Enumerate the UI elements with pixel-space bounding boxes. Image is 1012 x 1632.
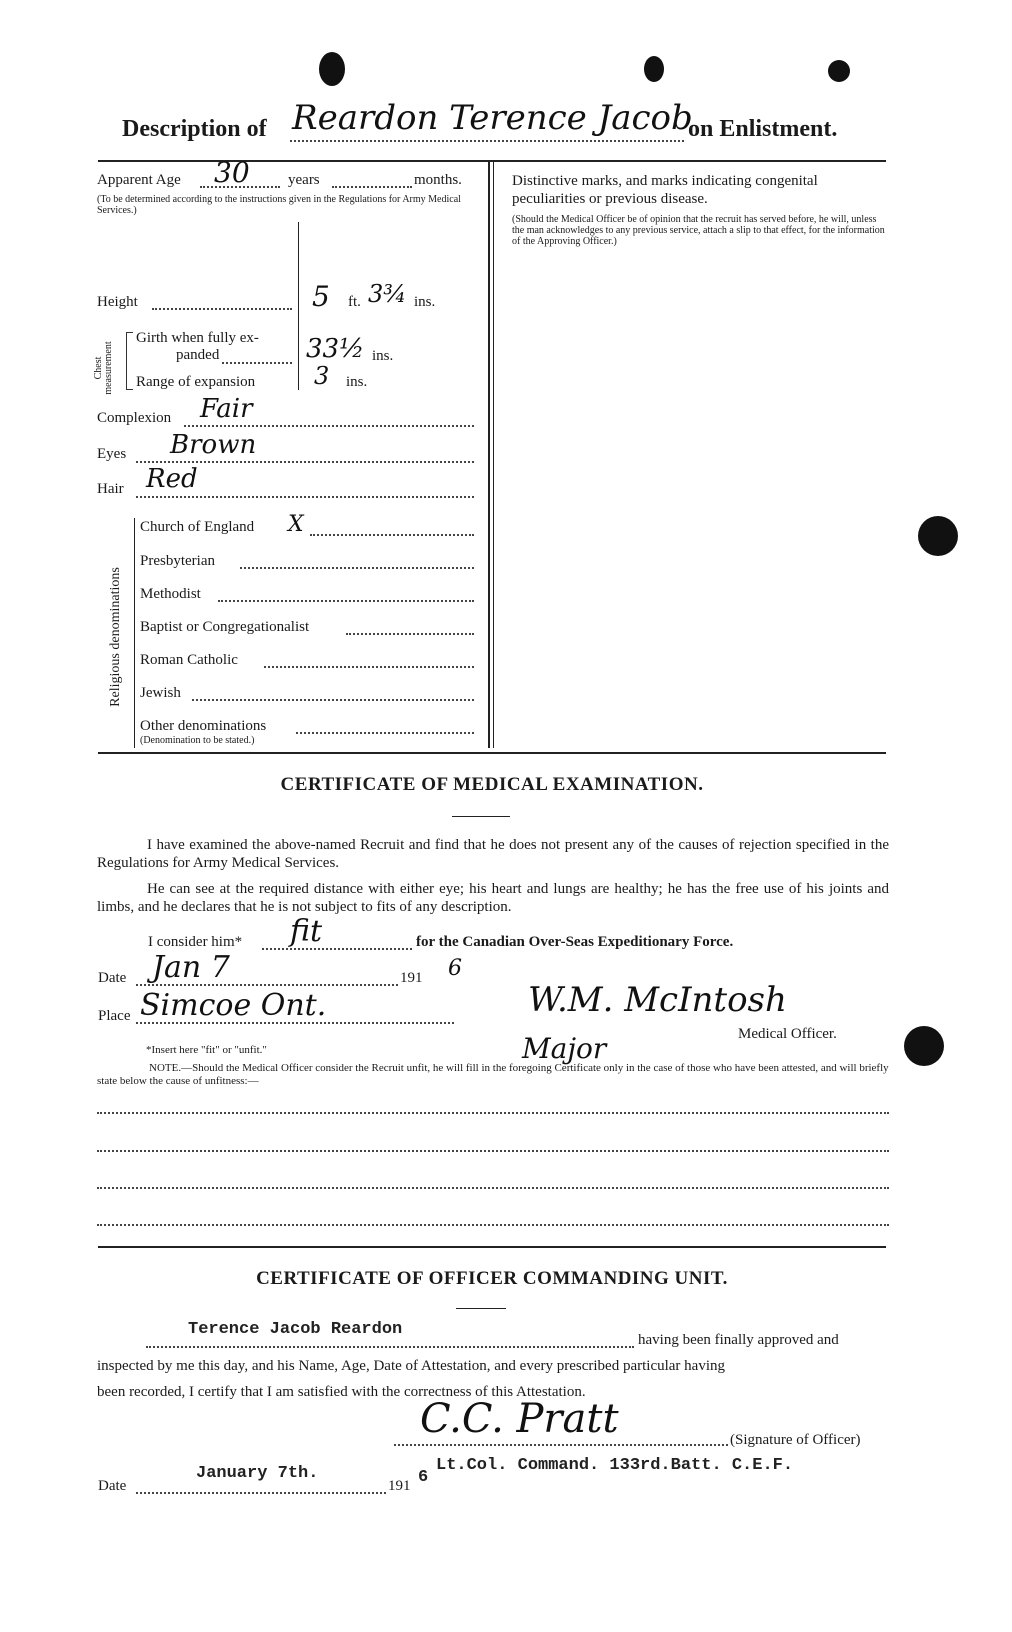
medical-date-label: Date — [98, 970, 127, 986]
column-divider — [488, 162, 490, 748]
complexion-label: Complexion — [97, 410, 172, 426]
commanding-title: CERTIFICATE OF OFFICER COMMANDING UNIT. — [256, 1268, 728, 1289]
height-inches: 3¾ — [368, 280, 407, 308]
measure-bracket — [298, 222, 299, 390]
eyes-line — [136, 461, 474, 463]
ink-blot — [319, 52, 345, 86]
medical-title: CERTIFICATE OF MEDICAL EXAMINATION. — [280, 774, 704, 795]
religion-line-2 — [240, 567, 474, 569]
height-label: Height — [97, 294, 138, 310]
commanding-unit: Lt.Col. Command. 133rd.Batt. C.E.F. — [436, 1456, 794, 1475]
place-label: Place — [98, 1008, 131, 1024]
medical-para-2: He can see at the required distance with either eye; his heart and lungs are healthy; he has the free use of his joints and limbs, and he declares that he is not subject to fits of any description. — [97, 881, 889, 915]
range-label: Range of expansion — [136, 374, 256, 390]
commanding-recruit-name: Terence Jacob Reardon — [188, 1320, 403, 1339]
unfit-line-2 — [97, 1150, 889, 1152]
force-text: for the Canadian Over-Seas Expeditionary Force. — [416, 934, 734, 950]
religion-line-1 — [310, 534, 474, 536]
girth-label-2: panded — [176, 347, 220, 363]
distinctive-heading: Distinctive marks, and marks indicating congenital peculiarities or previous disease. — [512, 173, 818, 207]
years-label: years — [288, 172, 320, 188]
hair-line — [136, 496, 474, 498]
months-line — [332, 186, 412, 188]
chest-brace — [126, 332, 133, 390]
eyes-value: Brown — [170, 430, 257, 460]
commanding-name-line — [146, 1346, 634, 1348]
commanding-line-2: inspected by me this day, and his Name, Age, Date of Attestation, and every prescribed particular having — [97, 1358, 726, 1374]
title-prefix: Description of — [122, 116, 267, 142]
commanding-date-value: January 7th. — [196, 1464, 319, 1483]
chest-side-label: Chest measurement — [93, 341, 114, 395]
consider-value: fit — [290, 914, 323, 949]
consider-label: I consider him* — [148, 934, 243, 950]
commanding-year-prefix: 191 — [388, 1478, 411, 1494]
unfit-line-1 — [97, 1112, 889, 1114]
medical-date-line — [136, 984, 398, 986]
medical-officer-rank: Major — [522, 1032, 607, 1065]
complexion-line — [184, 425, 474, 427]
consider-line — [262, 948, 412, 950]
name-line — [290, 140, 684, 142]
religion-item-other: Other denominations — [140, 718, 267, 734]
ins-label: ins. — [414, 294, 436, 310]
religion-item-baptist: Baptist or Congregationalist — [140, 619, 310, 635]
ink-blot — [644, 56, 664, 82]
religion-mark: X — [288, 512, 304, 537]
religion-line-3 — [218, 600, 474, 602]
age-label: Apparent Age — [97, 172, 181, 188]
medical-year-digit: 6 — [448, 956, 462, 981]
commanding-signature-line — [394, 1444, 728, 1446]
months-label: months. — [414, 172, 462, 188]
commanding-signature: C.C. Pratt — [420, 1396, 619, 1442]
girth-value: 33½ — [306, 334, 365, 364]
place-line — [136, 1022, 454, 1024]
range-ins-label: ins. — [346, 374, 368, 390]
religion-bracket — [134, 518, 135, 748]
girth-ins-label: ins. — [372, 348, 394, 364]
unfit-line-3 — [97, 1187, 889, 1189]
religion-other-note: (Denomination to be stated.) — [140, 735, 255, 746]
ft-label: ft. — [348, 294, 361, 310]
religion-item-jewish: Jewish — [140, 685, 181, 701]
distinctive-note: (Should the Medical Officer be of opinion that the recruit has served before, he will, unless the man acknowledges to any previous service, attach a slip to that effect, for the information of the Approving Officer.) — [512, 214, 885, 247]
religion-line-7 — [296, 732, 474, 734]
title-suffix: on Enlistment. — [688, 116, 838, 142]
commanding-signature-label: (Signature of Officer) — [730, 1432, 861, 1448]
medical-officer-signature: W.M. McIntosh — [528, 980, 787, 1020]
ink-blot — [828, 60, 850, 82]
section-rule — [98, 1246, 886, 1248]
girth-label-1: Girth when fully ex- — [136, 330, 259, 346]
place-value: Simcoe Ont. — [140, 988, 327, 1023]
religion-item-church-of-england: Church of England — [140, 519, 255, 535]
commanding-line-3: been recorded, I certify that I am satisfied with the correctness of this Attestation. — [97, 1384, 586, 1400]
age-note: (To be determined according to the instructions given in the Regulations for Army Medical Services.) — [97, 194, 461, 216]
age-value: 30 — [214, 156, 250, 189]
range-value: 3 — [314, 362, 330, 390]
medical-date-value: Jan 7 — [152, 950, 230, 985]
religion-line-4 — [346, 633, 474, 635]
column-divider-inner — [493, 162, 494, 748]
commanding-date-label: Date — [98, 1478, 127, 1494]
hair-label: Hair — [97, 481, 124, 497]
unfit-note: NOTE.—Should the Medical Officer consider the Recruit unfit, he will fill in the foregoing Certificate only in the case of those who have been attested, and will briefly state below the cause of unfitness:— — [97, 1062, 889, 1087]
religion-item-methodist: Methodist — [140, 586, 201, 602]
medical-officer-label: Medical Officer. — [738, 1026, 837, 1042]
complexion-value: Fair — [200, 394, 253, 424]
commanding-line-1-tail: having been finally approved and — [638, 1332, 839, 1348]
religion-item-roman-catholic: Roman Catholic — [140, 652, 238, 668]
ink-blot — [918, 516, 958, 556]
insert-note: *Insert here "fit" or "unfit." — [146, 1044, 267, 1056]
eyes-label: Eyes — [97, 446, 127, 462]
height-line — [152, 308, 292, 310]
unfit-line-4 — [97, 1224, 889, 1226]
religion-line-6 — [192, 699, 474, 701]
recruit-name-handwritten: Reardon Terence Jacob — [292, 98, 693, 138]
religion-item-presbyterian: Presbyterian — [140, 553, 215, 569]
commanding-title-underline — [456, 1308, 506, 1309]
height-feet: 5 — [312, 280, 330, 313]
medical-year-prefix: 191 — [400, 970, 423, 986]
commanding-year-digit: 6 — [418, 1468, 429, 1487]
commanding-date-line — [136, 1492, 386, 1494]
girth-line — [222, 362, 292, 364]
ink-blot — [904, 1026, 944, 1066]
religion-side-label: Religious denominations — [108, 567, 123, 707]
religion-line-5 — [264, 666, 474, 668]
medical-para-1: I have examined the above-named Recruit and find that he does not present any of the causes of rejection specified in the Regulations for Army Medical Services. — [97, 837, 889, 871]
medical-title-underline — [452, 816, 510, 817]
hair-value: Red — [146, 464, 198, 494]
section-rule — [98, 752, 886, 754]
